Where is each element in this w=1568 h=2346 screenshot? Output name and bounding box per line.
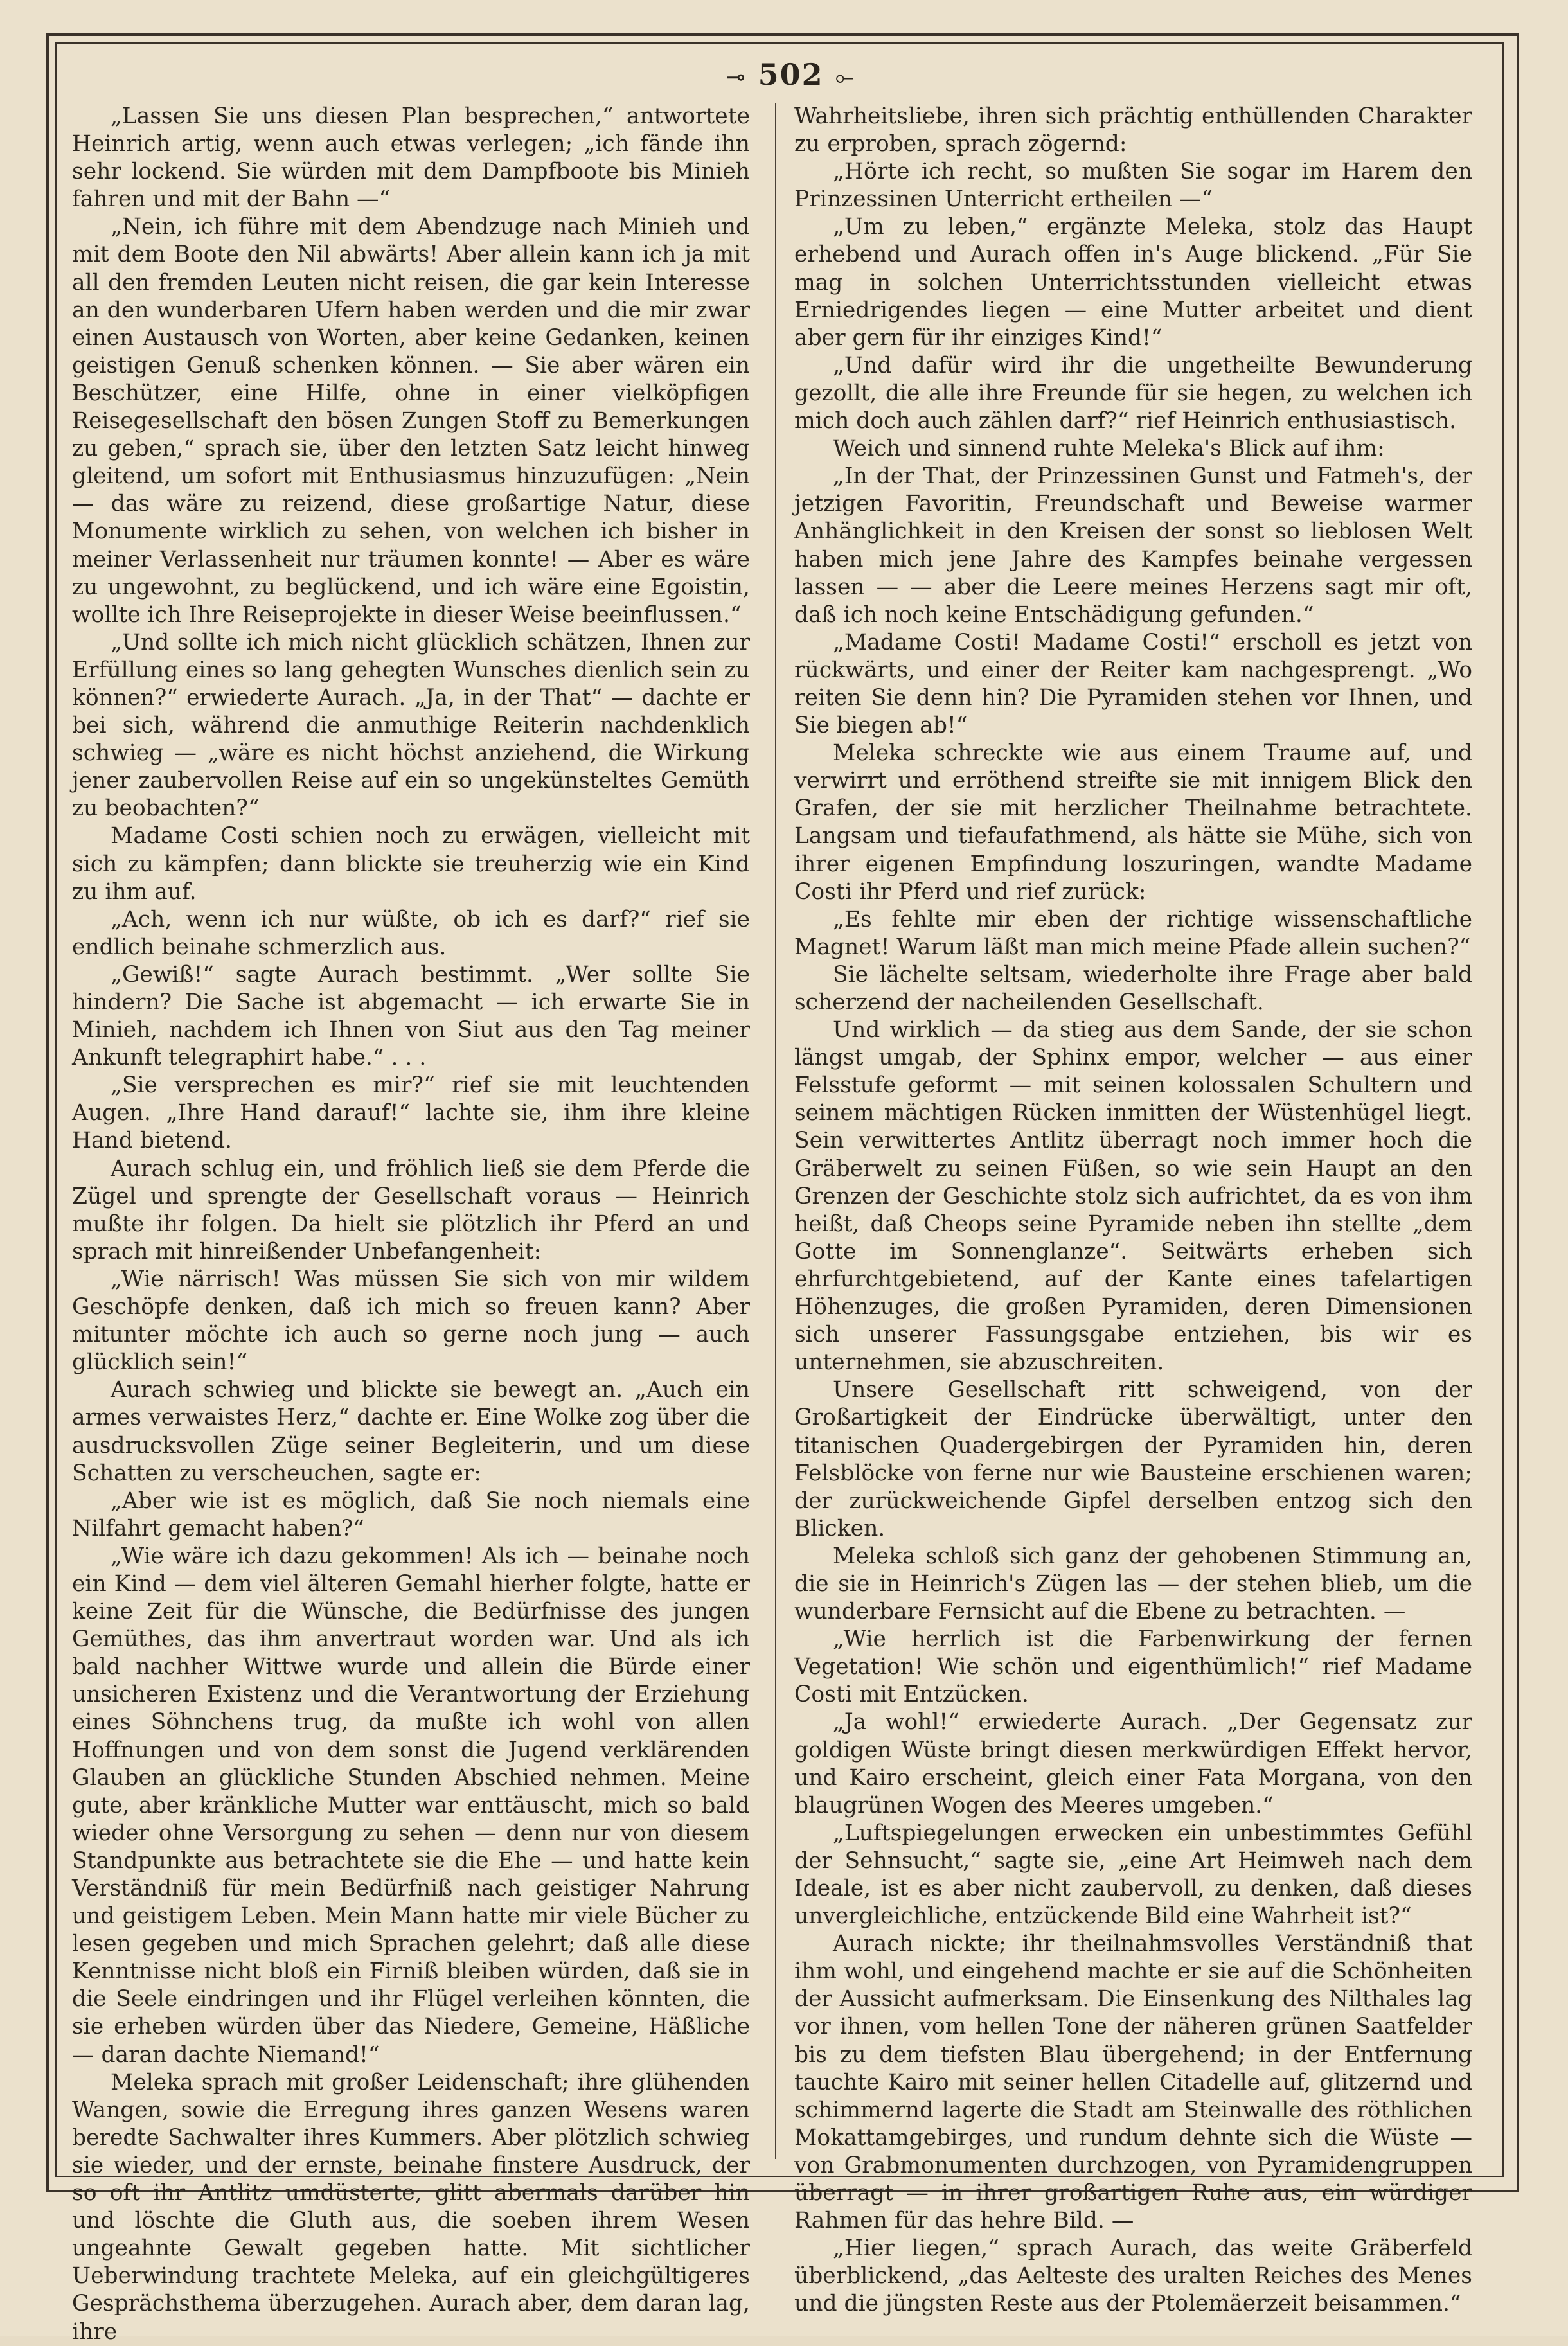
paragraph: „In der That, der Prinzessinen Gunst und Fatmeh's, der jetzigen Favoritin, Freundschaft und Beweise warmer Anhänglichkeit in den Kreisen der sonst so lieblosen Welt haben mich jene Jahre des Kampfes beinahe vergessen lassen — — aber die Leere meines Herzens sagt mir oft, daß ich noch keine Entschädigung gefunden.“ [794, 463, 1472, 628]
paragraph: Meleka sprach mit großer Leidenschaft; ihre glühenden Wangen, sowie die Erregung ihres ganzen Wesens waren beredte Sachwalter ihres Kummers. Aber plötzlich schwieg sie wieder, und der ernste, beinahe finstere Ausdruck, der so oft ihr Antlitz umdüsterte, glitt abermals darüber hin und löschte die Gluth aus, die soeben ihrem Wesen ungeahnte Gewalt gegeben hatte. Mit sichtlicher Ueberwindung trachtete Meleka, auf ein gleichgültigeres Gesprächsthema überzugehen. Aurach aber, dem daran lag, ihre [72, 2069, 750, 2345]
paragraph: „Sie versprechen es mir?“ rief sie mit leuchtenden Augen. „Ihre Hand darauf!“ lachte sie, ihm ihre kleine Hand bietend. [72, 1072, 750, 1154]
paragraph: „Hier liegen,“ sprach Aurach, das weite Gräberfeld überblickend, „das Aelteste des uralten Reiches des Menes und die jüngsten Reste aus der Ptolemäerzeit beisammen.“ [794, 2235, 1472, 2317]
ornament-right-icon: ⟜ [835, 64, 855, 91]
ornament-left-icon: ⊸ [726, 64, 747, 91]
paragraph: Meleka schloß sich ganz der gehobenen Stimmung an, die sie in Heinrich's Zügen las — der stehen blieb, um die wunderbare Fernsicht auf die Ebene zu betrachten. — [794, 1543, 1472, 1625]
paragraph: Weich und sinnend ruhte Meleka's Blick auf ihm: [833, 436, 1385, 462]
paragraph: Sie lächelte seltsam, wiederholte ihre Frage aber bald scherzend der nacheilenden Gesellschaft. [794, 961, 1472, 1015]
paragraph: „Madame Costi! Madame Costi!“ erscholl es jetzt von rückwärts, und einer der Reiter kam nachgesprengt. „Wo reiten Sie denn hin? Die Pyramiden stehen vor Ihnen, und Sie biegen ab!“ [794, 629, 1472, 739]
paragraph: Meleka schreckte wie aus einem Traume auf, und verwirrt und erröthend streifte sie mit innigem Blick den Grafen, der sie mit herzlicher Theilnahme betrachtete. Langsam und tiefaufathmend, als hätte sie Mühe, sich von ihrer eigenen Empfindung loszuringen, wandte Madame Costi ihr Pferd und rief zurück: [794, 740, 1472, 905]
page-number: 502 [758, 57, 824, 92]
paragraph: „Lassen Sie uns diesen Plan besprechen,“ antwortete Heinrich artig, wenn auch etwas verlegen; „ich fände ihn sehr lockend. Sie würden mit dem Dampfboote bis Minieh fahren und mit der Bahn —“ [72, 103, 750, 213]
left-column [72, 103, 750, 2345]
paragraph: Unsere Gesellschaft ritt schweigend, von der Großartigkeit der Eindrücke überwältigt, unter den titanischen Quadergebirgen der Pyramiden hin, deren Felsblöcke von ferne nur wie Bausteine erschienen waren; der zurückweichende Gipfel derselben entzog sich den Blicken. [794, 1377, 1472, 1542]
paragraph: Und wirklich — da stieg aus dem Sande, der sie schon längst umgab, der Sphinx empor, welcher — aus einer Felsstufe geformt — mit seinen kolossalen Schultern und seinem mächtigen Rücken inmitten der Wüstenhügel liegt. Sein verwittertes Antlitz überragt noch immer hoch die Gräberwelt zu seinen Füßen, so wie sein Haupt an den Grenzen der Geschichte stolz sich aufrichtet, da es von ihm heißt, daß Cheops seine Pyramide neben ihn stellte „dem Gotte im Sonnenglanze“. Seitwärts erheben sich ehrfurchtgebietend, auf der Kante eines tafelartigen Höhenzuges, die großen Pyramiden, deren Dimensionen sich unserer Fassungsgabe entziehen, bis wir es unternehmen, sie abzuschreiten. [794, 1017, 1472, 1376]
column-divider [775, 103, 776, 2159]
paragraph: „Um zu leben,“ ergänzte Meleka, stolz das Haupt erhebend und Aurach offen in's Auge blickend. „Für Sie mag in solchen Unterrichtsstunden vielleicht etwas Erniedrigendes liegen — eine Mutter arbeitet und dient aber gern für ihr einziges Kind!“ [794, 214, 1472, 351]
paragraph: „Aber wie ist es möglich, daß Sie noch niemals eine Nilfahrt gemacht haben?“ [72, 1488, 750, 1542]
paragraph: „Nein, ich führe mit dem Abendzuge nach Minieh und mit dem Boote den Nil abwärts! Aber allein kann ich ja mit all den fremden Leuten nicht reisen, die gar kein Interesse an den wunderbaren Ufern haben werden und die mir zwar einen Austausch von Worten, aber keine Gedanken, keinen geistigen Genuß schenken können. — Sie aber wären ein Beschützer, eine Hilfe, ohne in einer vielköpfigen Reisegesellschaft den bösen Zungen Stoff zu Bemerkungen zu geben,“ sprach sie, über den letzten Satz leicht hinweg gleitend, um sofort mit Enthusiasmus hinzuzufügen: „Nein — das wäre zu reizend, diese großartige Natur, diese Monumente wirklich zu sehen, von welchen ich bisher in meiner Verlassenheit nur träumen konnte! — Aber es wäre zu ungewohnt, zu beglückend, und ich wäre eine Egoistin, wollte ich Ihre Reiseprojekte in dieser Weise beeinflussen.“ [72, 214, 750, 628]
paragraph: „Wie wäre ich dazu gekommen! Als ich — beinahe noch ein Kind — dem viel älteren Gemahl hierher folgte, hatte er keine Zeit für die Wünsche, die Bedürfnisse des jungen Gemüthes, das ihm anvertraut worden war. Und als ich bald nachher Wittwe wurde und allein die Bürde einer unsicheren Existenz und die Verantwortung der Erziehung eines Söhnchens trug, da mußte ich wohl von allen Hoffnungen und von dem sonst die Jugend verklärenden Glauben an glückliche Stunden Abschied nehmen. Meine gute, aber kränkliche Mutter war enttäuscht, mich so bald wieder ohne Versorgung zu sehen — denn nur von diesem Standpunkte aus betrachtete sie die Ehe — und hatte kein Verständniß für mein Bedürfniß nach geistiger Nahrung und geistigem Leben. Mein Mann hatte mir viele Bücher zu lesen gegeben und mich Sprachen gelehrt; daß alle diese Kenntnisse nicht bloß ein Firniß bleiben würden, daß sie in die Seele eindringen und ihr Flügel verleihen könnten, die sie erheben würden über das Niedere, Gemeine, Häßliche — daran dachte Niemand!“ [72, 1543, 750, 2068]
paragraph: Aurach nickte; ihr theilnahmsvolles Verständniß that ihm wohl, und eingehend machte er sie auf die Schönheiten der Aussicht aufmerksam. Die Einsenkung des Nilthales lag vor ihnen, vom hellen Tone der näheren grünen Saatfelder bis zu dem tiefsten Blau übergehend; in der Entfernung tauchte Kairo mit seiner hellen Citadelle auf, glitzernd und schimmernd lagerte die Stadt am Steinwalle des röthlichen Mokattamgebirges, und rundum dehnte sich die Wüste — von Grabmonumenten durchzogen, von Pyramidengruppen überragt — in ihrer großartigen Ruhe aus, ein würdiger Rahmen für das hehre Bild. — [794, 1931, 1472, 2234]
paragraph: Madame Costi schien noch zu erwägen, vielleicht mit sich zu kämpfen; dann blickte sie treuherzig wie ein Kind zu ihm auf. [72, 823, 750, 905]
paragraph: Wahrheitsliebe, ihren sich prächtig enthüllenden Charakter zu erproben, sprach zögernd: [794, 103, 1472, 157]
page-number-header [707, 54, 874, 95]
paragraph: „Hörte ich recht, so mußten Sie sogar im Harem den Prinzessinen Unterricht ertheilen —“ [794, 159, 1472, 213]
right-column [794, 103, 1472, 2317]
paragraph: Aurach schlug ein, und fröhlich ließ sie dem Pferde die Zügel und sprengte der Gesellschaft voraus — Heinrich mußte ihr folgen. Da hielt sie plötzlich ihr Pferd an und sprach mit hinreißender Unbefangenheit: [72, 1155, 750, 1265]
paragraph: „Und dafür wird ihr die ungetheilte Bewunderung gezollt, die alle ihre Freunde für sie hegen, zu welchen ich mich doch auch zählen darf?“ rief Heinrich enthusiastisch. [794, 352, 1472, 434]
paragraph: „Ja wohl!“ erwiederte Aurach. „Der Gegensatz zur goldigen Wüste bringt diesen merkwürdigen Effekt hervor, und Kairo erscheint, gleich einer Fata Morgana, von den blaugrünen Wogen des Meeres umgeben.“ [794, 1709, 1472, 1818]
paragraph: „Wie herrlich ist die Farbenwirkung der fernen Vegetation! Wie schön und eigenthümlich!“ rief Madame Costi mit Entzücken. [794, 1626, 1472, 1708]
paragraph: „Luftspiegelungen erwecken ein unbestimmtes Gefühl der Sehnsucht,“ sagte sie, „eine Art Heimweh nach dem Ideale, ist es aber nicht zaubervoll, zu denken, daß dieses unvergleichliche, entzückende Bild eine Wahrheit ist?“ [794, 1820, 1472, 1930]
paragraph: „Ach, wenn ich nur wüßte, ob ich es darf?“ rief sie endlich beinahe schmerzlich aus. [72, 906, 750, 960]
paragraph: Aurach schwieg und blickte sie bewegt an. „Auch ein armes verwaistes Herz,“ dachte er. Eine Wolke zog über die ausdrucksvollen Züge seiner Begleiterin, und um diese Schatten zu verscheuchen, sagte er: [72, 1377, 750, 1486]
paragraph: „Und sollte ich mich nicht glücklich schätzen, Ihnen zur Erfüllung eines so lang gehegten Wunsches dienlich sein zu können?“ erwiederte Aurach. „Ja, in der That“ — dachte er bei sich, während die anmuthige Reiterin nachdenklich schwieg — „wäre es nicht höchst anziehend, die Wirkung jener zaubervollen Reise auf ein so ungekünsteltes Gemüth zu beobachten?“ [72, 629, 750, 822]
paragraph: „Wie närrisch! Was müssen Sie sich von mir wildem Geschöpfe denken, daß ich mich so freuen kann? Aber mitunter möchte ich auch so gerne noch jung — auch glücklich sein!“ [72, 1266, 750, 1376]
paragraph: „Gewiß!“ sagte Aurach bestimmt. „Wer sollte Sie hindern? Die Sache ist abgemacht — ich erwarte Sie in Minieh, nachdem ich Ihnen von Siut aus den Tag meiner Ankunft telegraphirt habe.“ . . . [72, 961, 750, 1071]
paragraph: „Es fehlte mir eben der richtige wissenschaftliche Magnet! Warum läßt man mich meine Pfade allein suchen?“ [794, 906, 1472, 960]
